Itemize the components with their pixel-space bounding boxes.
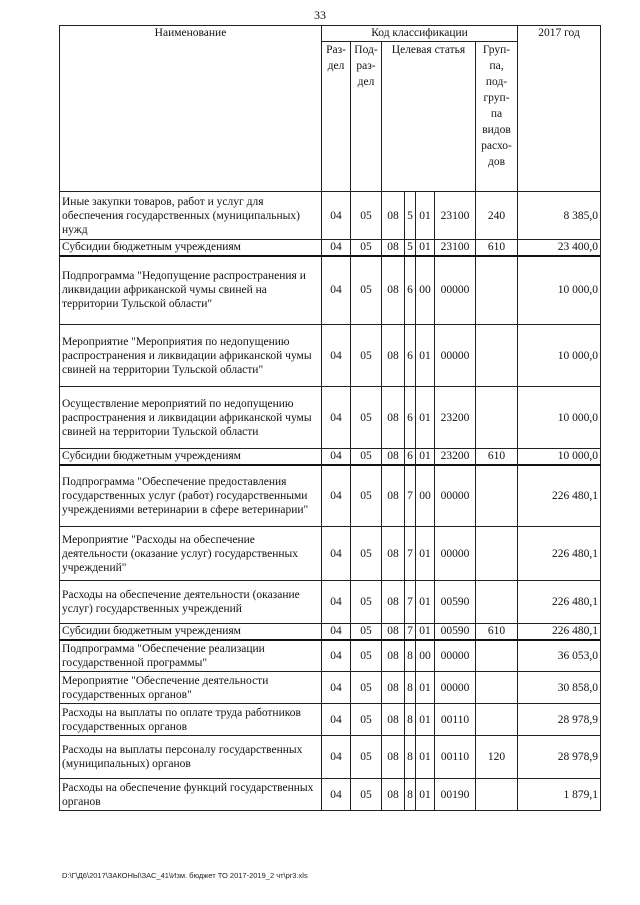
cell-razdel: 04 — [322, 449, 351, 465]
cell-name: Расходы на обеспечение функций государственных органов — [60, 779, 322, 811]
cell-podrazdel: 05 — [351, 256, 382, 325]
cell-target-event: 01 — [416, 672, 435, 704]
cell-target-program: 08 — [382, 624, 405, 640]
cell-target-program: 08 — [382, 672, 405, 704]
cell-target-event: 00 — [416, 640, 435, 672]
cell-amount: 226 480,1 — [518, 465, 601, 527]
file-path-footer: D:\Г\Д6\2017\ЗАКОНЫ\ЗАС_41\Изм. бюджет ТО 2017-2019_2 чт\pr3.xls — [62, 871, 308, 880]
cell-target-subprogram: 5 — [405, 192, 416, 240]
header-classification: Код классификации — [322, 26, 518, 42]
table-row — [60, 704, 601, 736]
header-subsection: Под- раз- дел — [351, 42, 382, 192]
cell-podrazdel: 05 — [351, 672, 382, 704]
cell-razdel: 04 — [322, 527, 351, 581]
cell-expense-type: 240 — [476, 192, 518, 240]
cell-target-direction: 00190 — [435, 779, 476, 811]
table-row — [60, 779, 601, 811]
cell-podrazdel: 05 — [351, 387, 382, 449]
cell-target-program: 08 — [382, 640, 405, 672]
cell-expense-type: 610 — [476, 624, 518, 640]
cell-target-direction: 23100 — [435, 240, 476, 256]
cell-amount: 28 978,9 — [518, 736, 601, 779]
cell-target-subprogram: 8 — [405, 779, 416, 811]
cell-target-subprogram: 8 — [405, 704, 416, 736]
header-expense-group: Груп- па, под- груп- па видов расхо- дов — [476, 42, 518, 192]
table-row — [60, 640, 601, 672]
cell-target-program: 08 — [382, 704, 405, 736]
cell-amount: 226 480,1 — [518, 527, 601, 581]
cell-podrazdel: 05 — [351, 581, 382, 624]
cell-expense-type — [476, 256, 518, 325]
cell-target-event: 01 — [416, 240, 435, 256]
cell-name: Субсидии бюджетным учреждениям — [60, 624, 322, 640]
cell-target-program: 08 — [382, 192, 405, 240]
cell-target-direction: 00000 — [435, 325, 476, 387]
cell-target-event: 01 — [416, 779, 435, 811]
cell-amount: 10 000,0 — [518, 387, 601, 449]
cell-razdel: 04 — [322, 192, 351, 240]
cell-amount: 10 000,0 — [518, 449, 601, 465]
cell-razdel: 04 — [322, 736, 351, 779]
cell-amount: 226 480,1 — [518, 581, 601, 624]
cell-target-subprogram: 6 — [405, 449, 416, 465]
cell-amount: 10 000,0 — [518, 256, 601, 325]
cell-name: Подпрограмма "Обеспечение предоставления государственных услуг (работ) государственными учреждениями ветеринарии в сфере ветеринарии" — [60, 465, 322, 527]
table-row — [60, 325, 601, 387]
cell-name: Подпрограмма "Недопущение распространения и ликвидации африканской чумы свиней на территории Тульской области" — [60, 256, 322, 325]
cell-name: Подпрограмма "Обеспечение реализации государственной программы" — [60, 640, 322, 672]
table-row — [60, 256, 601, 325]
cell-expense-type: 610 — [476, 449, 518, 465]
cell-target-subprogram: 8 — [405, 672, 416, 704]
cell-target-direction: 00000 — [435, 256, 476, 325]
cell-amount: 30 858,0 — [518, 672, 601, 704]
cell-target-direction: 00000 — [435, 527, 476, 581]
cell-razdel: 04 — [322, 640, 351, 672]
table-row — [60, 449, 601, 465]
cell-target-subprogram: 5 — [405, 240, 416, 256]
cell-podrazdel: 05 — [351, 527, 382, 581]
cell-razdel: 04 — [322, 779, 351, 811]
cell-expense-type — [476, 672, 518, 704]
table-row — [60, 672, 601, 704]
cell-name: Иные закупки товаров, работ и услуг для обеспечения государственных (муниципальных) нужд — [60, 192, 322, 240]
cell-expense-type: 610 — [476, 240, 518, 256]
cell-target-subprogram: 6 — [405, 387, 416, 449]
cell-expense-type — [476, 779, 518, 811]
cell-target-direction: 00590 — [435, 581, 476, 624]
table-row — [60, 387, 601, 449]
cell-target-direction: 23100 — [435, 192, 476, 240]
cell-target-subprogram: 7 — [405, 465, 416, 527]
cell-target-program: 08 — [382, 465, 405, 527]
cell-podrazdel: 05 — [351, 240, 382, 256]
cell-name: Мероприятие "Расходы на обеспечение деятельности (оказание услуг) государственных учреждений" — [60, 527, 322, 581]
cell-target-program: 08 — [382, 387, 405, 449]
cell-target-direction: 00110 — [435, 704, 476, 736]
table-row — [60, 240, 601, 256]
cell-target-program: 08 — [382, 325, 405, 387]
cell-name: Расходы на выплаты персоналу государственных (муниципальных) органов — [60, 736, 322, 779]
cell-name: Осуществление мероприятий по недопущению распространения и ликвидации африканской чумы свиней на территории Тульской области — [60, 387, 322, 449]
cell-target-event: 01 — [416, 704, 435, 736]
cell-target-direction: 23200 — [435, 387, 476, 449]
cell-target-program: 08 — [382, 527, 405, 581]
header-row-top — [60, 26, 601, 42]
cell-razdel: 04 — [322, 465, 351, 527]
cell-target-subprogram: 8 — [405, 736, 416, 779]
cell-target-event: 00 — [416, 256, 435, 325]
cell-target-program: 08 — [382, 736, 405, 779]
cell-amount: 23 400,0 — [518, 240, 601, 256]
cell-name: Расходы на выплаты по оплате труда работников государственных органов — [60, 704, 322, 736]
cell-name: Мероприятие "Обеспечение деятельности государственных органов" — [60, 672, 322, 704]
table-row — [60, 624, 601, 640]
cell-target-program: 08 — [382, 240, 405, 256]
cell-amount: 36 053,0 — [518, 640, 601, 672]
cell-target-subprogram: 7 — [405, 581, 416, 624]
cell-podrazdel: 05 — [351, 325, 382, 387]
header-year: 2017 год — [518, 26, 601, 192]
cell-target-event: 01 — [416, 527, 435, 581]
header-target-item: Целевая статья — [382, 42, 476, 192]
cell-target-direction: 00000 — [435, 465, 476, 527]
cell-target-program: 08 — [382, 256, 405, 325]
cell-podrazdel: 05 — [351, 640, 382, 672]
cell-razdel: 04 — [322, 581, 351, 624]
cell-razdel: 04 — [322, 387, 351, 449]
table-row — [60, 465, 601, 527]
table-row — [60, 736, 601, 779]
cell-target-subprogram: 7 — [405, 624, 416, 640]
cell-target-event: 00 — [416, 465, 435, 527]
cell-target-direction: 00110 — [435, 736, 476, 779]
cell-target-program: 08 — [382, 449, 405, 465]
cell-target-direction: 00000 — [435, 640, 476, 672]
cell-target-direction: 23200 — [435, 449, 476, 465]
header-section: Раз- дел — [322, 42, 351, 192]
cell-razdel: 04 — [322, 325, 351, 387]
cell-expense-type — [476, 581, 518, 624]
header-name: Наименование — [60, 26, 322, 192]
cell-razdel: 04 — [322, 624, 351, 640]
cell-target-direction: 00000 — [435, 672, 476, 704]
cell-target-event: 01 — [416, 192, 435, 240]
cell-amount: 28 978,9 — [518, 704, 601, 736]
cell-expense-type — [476, 640, 518, 672]
cell-expense-type — [476, 465, 518, 527]
cell-expense-type — [476, 387, 518, 449]
table-row — [60, 527, 601, 581]
cell-name: Расходы на обеспечение деятельности (оказание услуг) государственных учреждений — [60, 581, 322, 624]
cell-target-program: 08 — [382, 779, 405, 811]
cell-expense-type — [476, 527, 518, 581]
cell-podrazdel: 05 — [351, 704, 382, 736]
cell-razdel: 04 — [322, 672, 351, 704]
cell-amount: 10 000,0 — [518, 325, 601, 387]
cell-expense-type — [476, 704, 518, 736]
cell-podrazdel: 05 — [351, 465, 382, 527]
cell-target-subprogram: 8 — [405, 640, 416, 672]
cell-target-event: 01 — [416, 325, 435, 387]
cell-amount: 1 879,1 — [518, 779, 601, 811]
cell-target-event: 01 — [416, 624, 435, 640]
cell-razdel: 04 — [322, 240, 351, 256]
page-number: 33 — [314, 8, 326, 22]
table-row — [60, 192, 601, 240]
cell-amount: 226 480,1 — [518, 624, 601, 640]
table-row — [60, 581, 601, 624]
cell-target-subprogram: 6 — [405, 256, 416, 325]
budget-table — [59, 25, 601, 811]
cell-expense-type — [476, 325, 518, 387]
cell-name: Субсидии бюджетным учреждениям — [60, 240, 322, 256]
cell-podrazdel: 05 — [351, 624, 382, 640]
cell-target-direction: 00590 — [435, 624, 476, 640]
cell-target-program: 08 — [382, 581, 405, 624]
cell-name: Субсидии бюджетным учреждениям — [60, 449, 322, 465]
cell-expense-type: 120 — [476, 736, 518, 779]
cell-name: Мероприятие "Мероприятия по недопущению распространения и ликвидации африканской чумы свиней на территории Тульской области" — [60, 325, 322, 387]
cell-podrazdel: 05 — [351, 192, 382, 240]
cell-target-subprogram: 7 — [405, 527, 416, 581]
cell-podrazdel: 05 — [351, 449, 382, 465]
table-body — [60, 192, 601, 811]
cell-target-event: 01 — [416, 449, 435, 465]
cell-razdel: 04 — [322, 704, 351, 736]
cell-target-event: 01 — [416, 581, 435, 624]
cell-target-subprogram: 6 — [405, 325, 416, 387]
cell-target-event: 01 — [416, 387, 435, 449]
cell-podrazdel: 05 — [351, 736, 382, 779]
cell-amount: 8 385,0 — [518, 192, 601, 240]
cell-podrazdel: 05 — [351, 779, 382, 811]
cell-razdel: 04 — [322, 256, 351, 325]
cell-target-event: 01 — [416, 736, 435, 779]
